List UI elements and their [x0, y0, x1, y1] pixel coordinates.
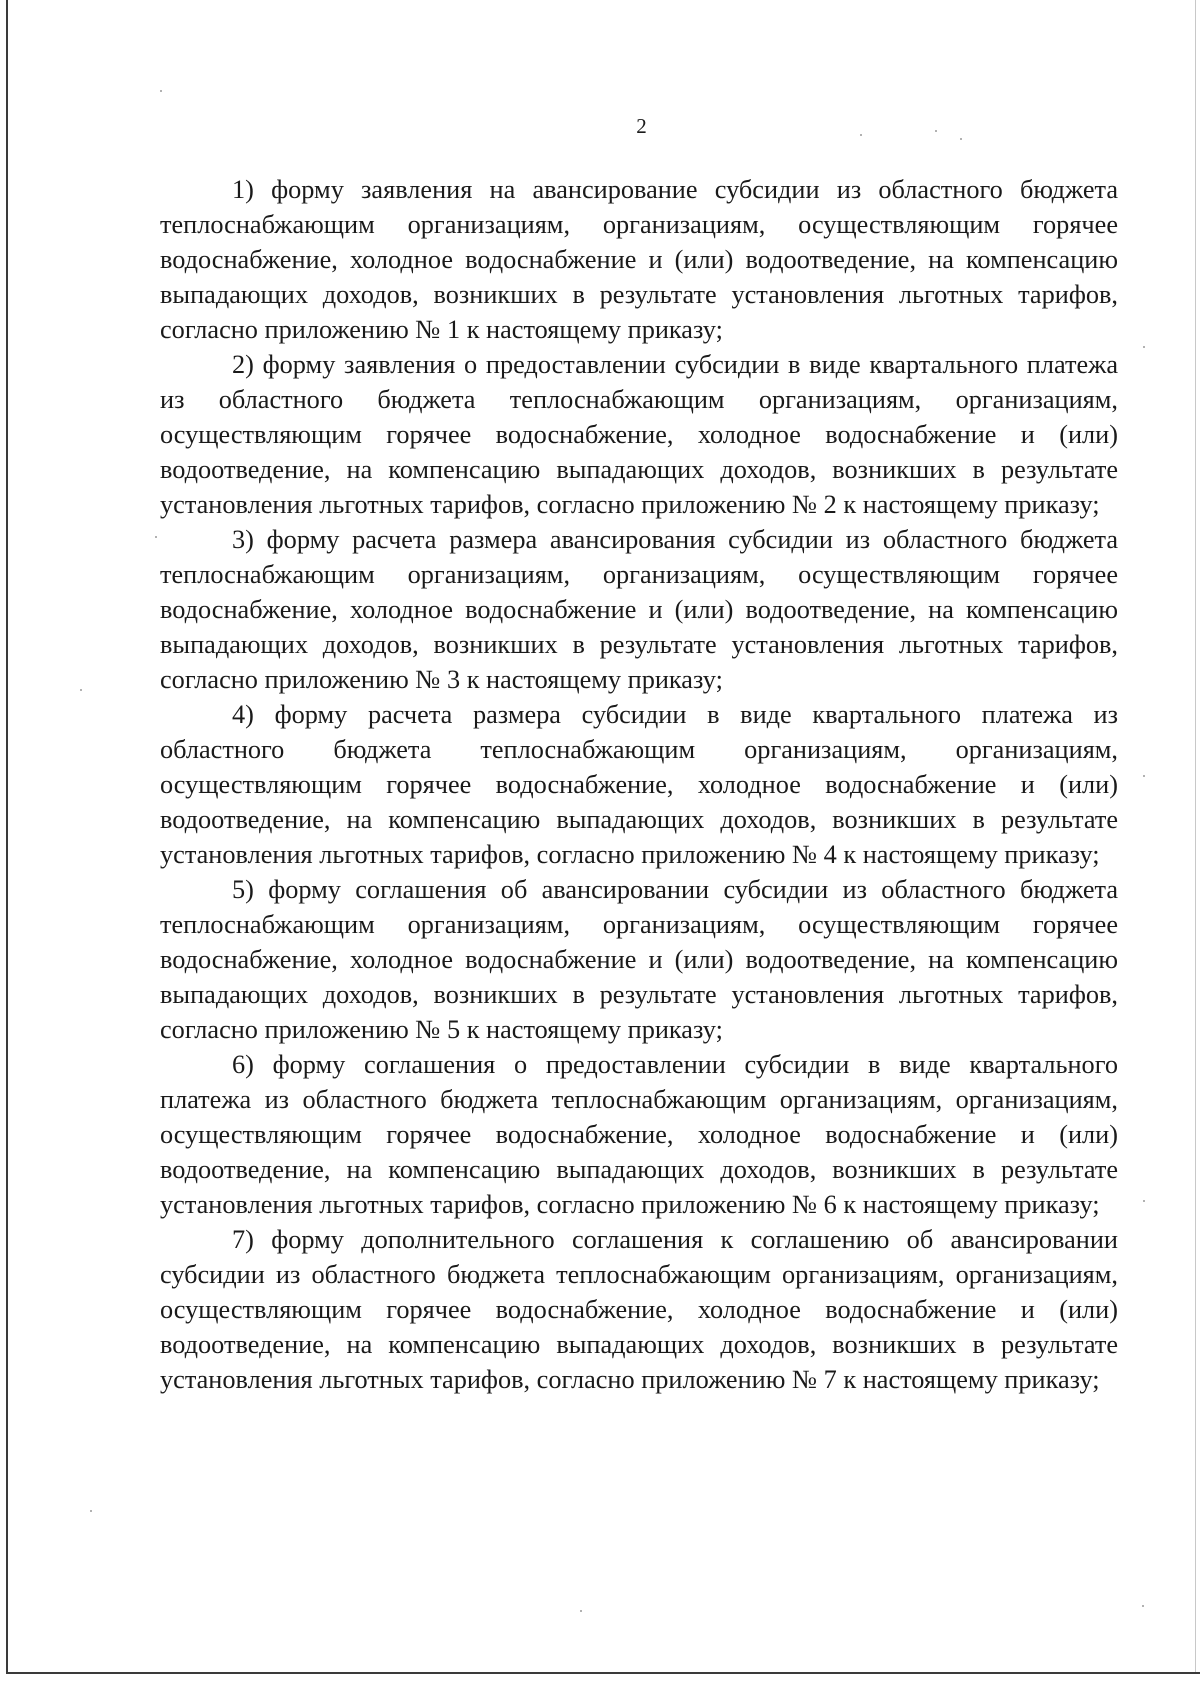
scan-speck [1143, 346, 1145, 348]
scan-speck [90, 1510, 92, 1512]
scan-speck [80, 689, 82, 691]
list-item-4: 4) форму расчета размера субсидии в виде квартального платежа из областного бюджета теплоснабжающим организациям, организациям, осуществляющим горячее водоснабжение, холодное водоснабжение и (или) водоотведение, на компенсацию выпадающих доходов, возникших в результате установления льготных тарифов, согласно приложению № 4 к настоящему приказу; [160, 700, 1118, 869]
list-item-7: 7) форму дополнительного соглашения к соглашению об авансировании субсидии из областного бюджета теплоснабжающим организациям, организациям, осуществляющим горячее водоснабжение, холодное водоснабжение и (или) водоотведение, на компенсацию выпадающих доходов, возникших в результате установления льготных тарифов, согласно приложению № 7 к настоящему приказу; [160, 1225, 1118, 1394]
scan-speck [155, 536, 157, 538]
scan-speck [160, 90, 162, 92]
scan-speck [1143, 775, 1145, 777]
scan-speck [935, 130, 937, 132]
list-item-6: 6) форму соглашения о предоставлении субсидии в виде квартального платежа из областного бюджета теплоснабжающим организациям, организациям, осуществляющим горячее водоснабжение, холодное водоснабжение и (или) водоотведение, на компенсацию выпадающих доходов, возникших в результате установления льготных тарифов, согласно приложению № 6 к настоящему приказу; [160, 1050, 1118, 1219]
scan-speck [960, 138, 962, 140]
scan-border-left [6, 0, 8, 1672]
list-item-5: 5) форму соглашения об авансировании субсидии из областного бюджета теплоснабжающим организациям, организациям, осуществляющим горячее водоснабжение, холодное водоснабжение и (или) водоотведение, на компенсацию выпадающих доходов, возникших в результате установления льготных тарифов, согласно приложению № 5 к настоящему приказу; [160, 875, 1118, 1044]
list-item-2: 2) форму заявления о предоставлении субсидии в виде квартального платежа из областного бюджета теплоснабжающим организациям, организациям, осуществляющим горячее водоснабжение, холодное водоснабжение и (или) водоотведение, на компенсацию выпадающих доходов, возникших в результате установления льготных тарифов, согласно приложению № 2 к настоящему приказу; [160, 350, 1118, 519]
scan-speck [1142, 1605, 1144, 1607]
page-number: 2 [636, 114, 647, 138]
list-item-3: 3) форму расчета размера авансирования субсидии из областного бюджета теплоснабжающим организациям, организациям, осуществляющим горячее водоснабжение, холодное водоснабжение и (или) водоотведение, на компенсацию выпадающих доходов, возникших в результате установления льготных тарифов, согласно приложению № 3 к настоящему приказу; [160, 525, 1118, 694]
document-body [160, 172, 1118, 1397]
scan-speck [860, 134, 862, 136]
list-item-1: 1) форму заявления на авансирование субсидии из областного бюджета теплоснабжающим организациям, организациям, осуществляющим горячее водоснабжение, холодное водоснабжение и (или) водоотведение, на компенсацию выпадающих доходов, возникших в результате установления льготных тарифов, согласно приложению № 1 к настоящему приказу; [160, 175, 1118, 344]
scan-border-bottom [6, 1672, 1200, 1674]
scan-speck [1143, 1200, 1145, 1202]
scan-border-right [1195, 0, 1196, 1672]
scan-speck [580, 1610, 582, 1612]
